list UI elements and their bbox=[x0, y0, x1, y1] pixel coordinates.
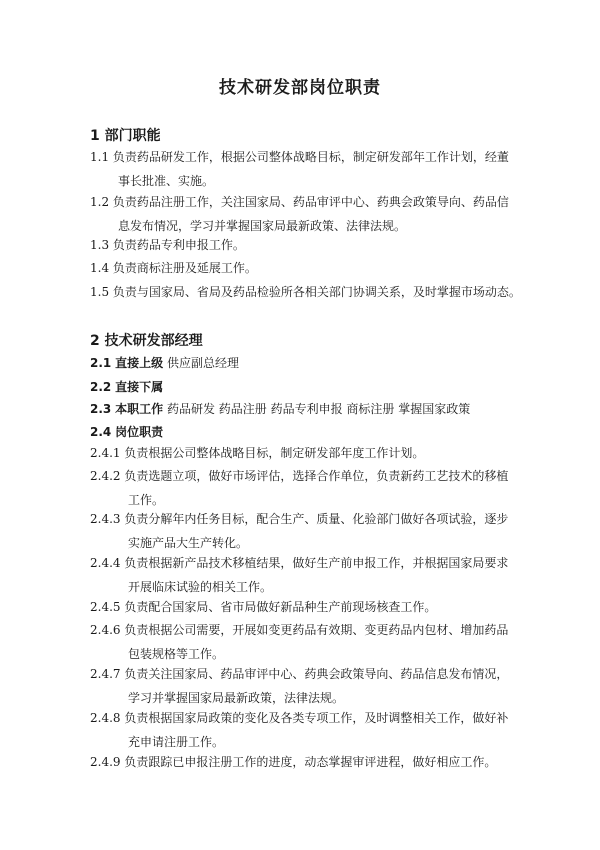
sub-section-heading: 直接上级 bbox=[115, 356, 164, 370]
item-line: 1.5 负责与国家局、省局及药品检验所各相关部门协调关系，及时掌握市场动态。 bbox=[90, 285, 521, 299]
item-line: 2.4.4 负责根据新产品技术移植结果，做好生产前申报工作，并根据国家局要求 bbox=[90, 556, 509, 570]
sub-section-number: 2.4 bbox=[90, 425, 112, 439]
item-line-continued: 事长批准、实施。 bbox=[118, 174, 215, 188]
item-line-continued: 开展临床试验的相关工作。 bbox=[128, 580, 273, 594]
item-line: 1.4 负责商标注册及延展工作。 bbox=[90, 261, 257, 275]
sub-section-text: 供应副总经理 bbox=[166, 356, 239, 370]
item-line: 2.4.8 负责根据国家局政策的变化及各类专项工作，及时调整相关工作，做好补 bbox=[90, 711, 509, 725]
list-item bbox=[90, 145, 520, 193]
item-line-continued: 包装规格等工作。 bbox=[128, 647, 225, 661]
sub-section bbox=[90, 351, 520, 375]
item-line: 1.2 负责药品注册工作，关注国家局、药品审评中心、药典会政策导向、药品信 bbox=[90, 195, 509, 209]
list-item bbox=[90, 507, 520, 555]
item-line: 2.4.7 负责关注国家局、药品审评中心、药典会政策导向、药品信息发布情况， bbox=[90, 667, 509, 681]
sub-section-number: 2.3 bbox=[90, 402, 112, 416]
list-item bbox=[90, 233, 520, 257]
sub-section-number: 2.2 bbox=[90, 380, 112, 394]
section-heading-department-functions: 1 部门职能 bbox=[90, 128, 161, 144]
item-line: 2.4.5 负责配合国家局、省市局做好新品种生产前现场核查工作。 bbox=[90, 600, 437, 614]
sub-section-heading: 本职工作 bbox=[115, 402, 164, 416]
sub-section-heading: 直接下属 bbox=[115, 380, 164, 394]
item-line-continued: 实施产品大生产转化。 bbox=[128, 536, 249, 550]
list-item bbox=[90, 750, 520, 774]
item-line-continued: 工作。 bbox=[128, 493, 165, 507]
list-item bbox=[90, 464, 520, 512]
sub-section-heading: 岗位职责 bbox=[115, 425, 164, 439]
sub-section bbox=[90, 397, 520, 421]
list-item bbox=[90, 595, 520, 619]
list-item bbox=[90, 441, 520, 465]
document-title: 技术研发部岗位职责 bbox=[219, 78, 381, 98]
list-item bbox=[90, 256, 520, 280]
section-heading-rd-manager: 2 技术研发部经理 bbox=[90, 333, 203, 349]
item-line: 2.4.9 负责跟踪已申报注册工作的进度，动态掌握审评进程，做好相应工作。 bbox=[90, 755, 497, 769]
list-item bbox=[90, 662, 520, 710]
item-line: 1.1 负责药品研发工作，根据公司整体战略目标，制定研发部年工作计划，经董 bbox=[90, 150, 509, 164]
sub-section-text: 药品研发 药品注册 药品专利申报 商标注册 掌握国家政策 bbox=[166, 402, 471, 416]
item-line: 2.4.3 负责分解年内任务目标，配合生产、质量、化验部门做好各项试验，逐步 bbox=[90, 512, 509, 526]
item-line-continued: 学习并掌握国家局最新政策，法律法规。 bbox=[128, 691, 345, 705]
sub-section bbox=[90, 375, 520, 399]
item-line: 2.4.1 负责根据公司整体战略目标，制定研发部年度工作计划。 bbox=[90, 446, 425, 460]
item-line-continued: 充申请注册工作。 bbox=[128, 735, 225, 749]
item-line-continued: 息发布情况，学习并掌握国家局最新政策、法律法规。 bbox=[118, 219, 407, 233]
sub-section-number: 2.1 bbox=[90, 356, 112, 370]
list-item bbox=[90, 551, 520, 599]
list-item bbox=[90, 280, 520, 304]
item-line: 2.4.2 负责选题立项，做好市场评估，选择合作单位，负责新药工艺技术的移植 bbox=[90, 469, 509, 483]
list-item bbox=[90, 706, 520, 754]
item-line: 2.4.6 负责根据公司需要，开展如变更药品有效期、变更药品内包材、增加药品 bbox=[90, 623, 509, 637]
list-item bbox=[90, 190, 520, 238]
item-line: 1.3 负责药品专利申报工作。 bbox=[90, 238, 245, 252]
list-item bbox=[90, 618, 520, 666]
